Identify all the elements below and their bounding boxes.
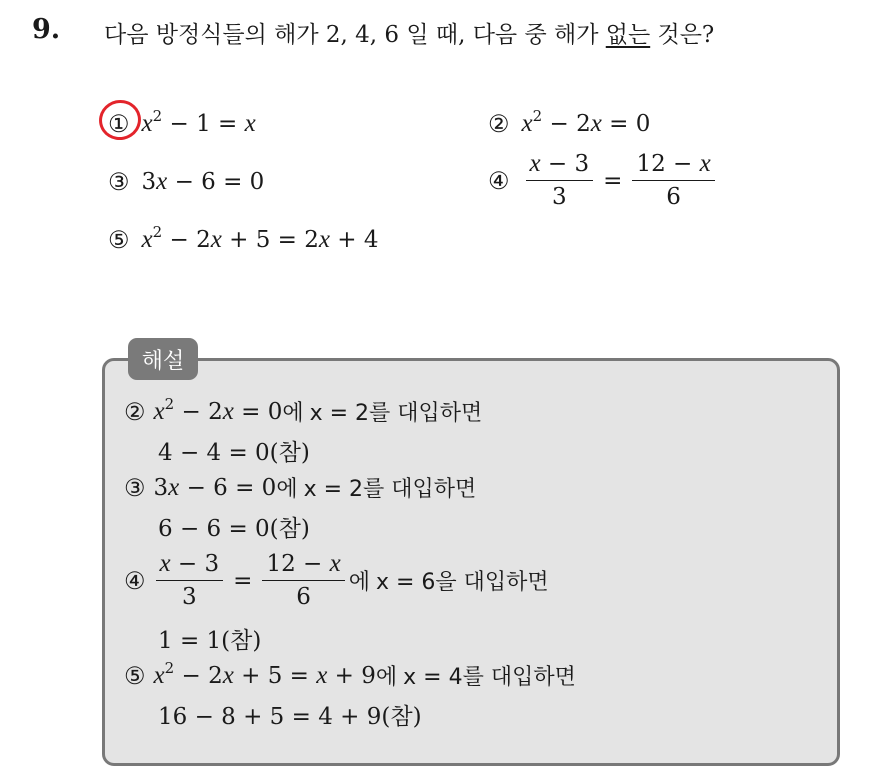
- solution-particle-5: 에: [375, 665, 398, 690]
- solution-check-5: 16 − 8 + 5 = 4 + 9(참): [158, 704, 422, 730]
- solution-marker-3: ③: [124, 473, 146, 502]
- solution-check-2: 4 − 4 = 0(참): [158, 440, 310, 466]
- choice-2[interactable]: [488, 107, 651, 138]
- choice-4-right-fraction: $\frac{12 - x}{6}$: [632, 150, 714, 211]
- solution-label: 해설: [128, 338, 198, 380]
- choice-5-equation: $x^2 - 2x + 5 = 2x + 4$: [141, 223, 379, 253]
- solution-substitute-5: x = 4를 대입하면: [403, 665, 576, 690]
- solution-line-3: ③ 3x − 6 = 0 에 x = 2를 대입하면: [124, 473, 477, 502]
- choice-2-marker: ②: [488, 110, 510, 138]
- solution-substitute-4: x = 6을 대입하면: [375, 570, 549, 595]
- question-text-after: 것은?: [650, 22, 715, 48]
- solution-particle-3: 에: [276, 477, 298, 502]
- choice-3-marker: ③: [108, 168, 130, 196]
- choice-4-equation: $\frac{x - 3}{3}$ = $\frac{12 - x}{6}$: [522, 150, 719, 211]
- solution-check-3: 6 − 6 = 0(참): [158, 516, 310, 542]
- question-text-before: 다음 방정식들의 해가 2, 4, 6 일 때, 다음 중 해가: [104, 22, 606, 48]
- solution-marker-4: ④: [124, 566, 146, 595]
- solution-substitute-3: x = 2를 대입하면: [303, 477, 477, 502]
- solution-marker-2: ②: [124, 397, 146, 426]
- question-number: 9.: [32, 14, 61, 45]
- solution-particle-4: 에: [348, 570, 370, 595]
- choice-5-marker: ⑤: [108, 226, 130, 254]
- choice-3[interactable]: [108, 168, 264, 196]
- choice-1-equation: $x^2 - 1 = x$: [141, 107, 256, 137]
- question-text-underlined: 없는: [605, 22, 651, 48]
- solution-marker-5: ⑤: [124, 661, 146, 690]
- choice-5[interactable]: [108, 223, 379, 254]
- choice-4-marker: ④: [488, 166, 510, 195]
- solution-line-5: ⑤ $x^2 - 2x + 5 = x + 9$ 에 x = 4를 대입하면: [124, 658, 576, 690]
- choice-4-left-fraction: $\frac{x - 3}{3}$: [526, 150, 594, 211]
- choice-1-marker: ①: [108, 110, 130, 138]
- choice-3-equation: 3x − 6 = 0: [141, 168, 265, 195]
- solution-substitute-2: x = 2를 대입하면: [309, 401, 483, 426]
- solution-check-4: 1 = 1(참): [158, 628, 262, 654]
- question-text: [104, 16, 714, 49]
- solution-line-4: ④ $\frac{x - 3}{3}$ = $\frac{12 - x}{6}$ 에 x = 6을 대입하면: [124, 550, 549, 610]
- choice-4[interactable]: [488, 150, 719, 211]
- choice-1[interactable]: [108, 107, 256, 138]
- solution-line-2: ② $x^2 - 2x = 0$ 에 x = 2를 대입하면: [124, 394, 483, 426]
- choice-2-equation: $x^2 - 2x = 0$: [521, 107, 651, 137]
- solution-particle-2: 에: [282, 401, 304, 426]
